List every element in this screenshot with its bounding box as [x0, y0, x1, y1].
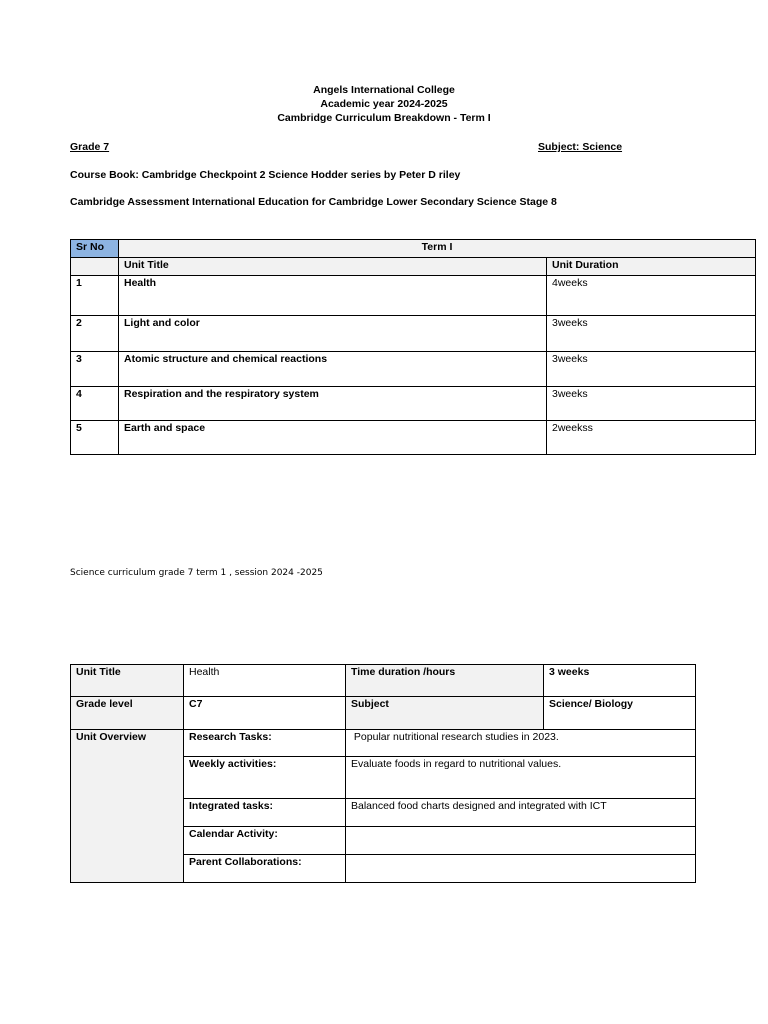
research-tasks-value: Popular nutritional research studies in 2023.: [346, 730, 696, 757]
parent-collaborations-label: Parent Collaborations:: [184, 855, 346, 883]
time-duration-value: 3 weeks: [544, 665, 696, 697]
sr-no-header: Sr No: [71, 240, 119, 258]
weekly-activities-label: Weekly activities:: [184, 757, 346, 799]
session-footnote: Science curriculum grade 7 term 1 , session 2024 -2025: [70, 568, 323, 578]
unit-duration-cell: 3weeks: [547, 387, 756, 421]
school-name: Angels International College: [313, 84, 455, 96]
unit-title-cell: Light and color: [119, 316, 547, 352]
unit-duration-cell: 3weeks: [547, 316, 756, 352]
unit-title-cell: Atomic structure and chemical reactions: [119, 352, 547, 387]
unit-title-value: Health: [184, 665, 346, 697]
unit-title-cell: Health: [119, 276, 547, 316]
sr-no-blank-cell: [71, 258, 119, 276]
sr-no-cell: 1: [71, 276, 119, 316]
unit-title-cell: Earth and space: [119, 421, 547, 455]
course-book-line: Course Book: Cambridge Checkpoint 2 Science Hodder series by Peter D riley: [70, 169, 461, 181]
table-row: [71, 276, 756, 316]
unit-title-header: Unit Title: [119, 258, 547, 276]
calendar-activity-label: Calendar Activity:: [184, 827, 346, 855]
unit-title-label: Unit Title: [71, 665, 184, 697]
time-duration-label: Time duration /hours: [346, 665, 544, 697]
unit-duration-header: Unit Duration: [547, 258, 756, 276]
subject-label: Subject: Science: [538, 141, 623, 153]
integrated-tasks-value: Balanced food charts designed and integrated with ICT: [346, 799, 696, 827]
parent-collaborations-value: [346, 855, 696, 883]
table-row: [71, 387, 756, 421]
unit-overview-label: Unit Overview: [71, 730, 184, 883]
calendar-activity-value: [346, 827, 696, 855]
sr-no-cell: 5: [71, 421, 119, 455]
unit-title-cell: Respiration and the respiratory system: [119, 387, 547, 421]
sr-no-cell: 2: [71, 316, 119, 352]
unit-details-table: [70, 664, 696, 883]
table-row: [71, 421, 756, 455]
grade-level-label: Grade level: [71, 697, 184, 730]
unit-duration-cell: 4weeks: [547, 276, 756, 316]
curriculum-breakdown-title: Cambridge Curriculum Breakdown - Term I: [277, 112, 491, 124]
unit-duration-cell: 2weekss: [547, 421, 756, 455]
unit-duration-cell: 3weeks: [547, 352, 756, 387]
subject-value: Science/ Biology: [544, 697, 696, 730]
academic-year: Academic year 2024-2025: [320, 98, 448, 110]
table-row: [71, 316, 756, 352]
term-table: [70, 239, 756, 455]
subject-label-cell: Subject: [346, 697, 544, 730]
weekly-activities-value: Evaluate foods in regard to nutritional values.: [346, 757, 696, 799]
grade-level-value: C7: [184, 697, 346, 730]
sr-no-cell: 3: [71, 352, 119, 387]
table-row: [71, 352, 756, 387]
research-tasks-label: Research Tasks:: [184, 730, 346, 757]
sr-no-cell: 4: [71, 387, 119, 421]
integrated-tasks-label: Integrated tasks:: [184, 799, 346, 827]
term-header: Term I: [119, 240, 756, 258]
assessment-line: Cambridge Assessment International Education for Cambridge Lower Secondary Science Stage 8: [70, 196, 557, 208]
grade-label: Grade 7: [70, 141, 110, 153]
